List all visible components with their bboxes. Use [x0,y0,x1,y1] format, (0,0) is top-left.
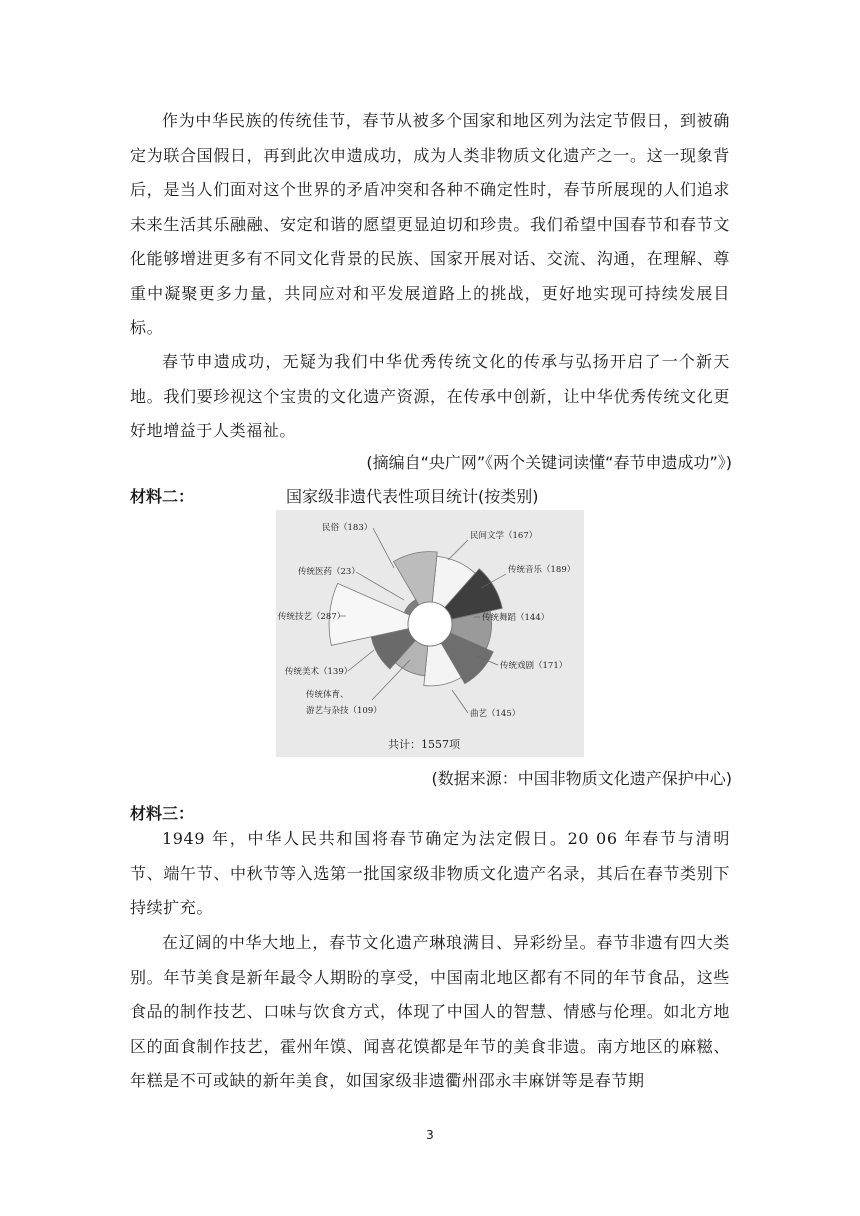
category-label: 传统舞蹈（144） [482,613,550,623]
category-label: 民间文学（167） [470,531,538,541]
rose-chart-figure [276,510,584,757]
material1-paragraph-2: 春节申遗成功，无疑为我们中华优秀传统文化的传承与弘扬开启了一个新天地。我们要珍视这个宝贵的文化遗产资源，在传承中创新，让中华优秀传统文化更好地增益于人类福祉。 [130,352,730,440]
rose-chart [276,510,584,757]
category-label: 曲艺（145） [470,709,521,719]
category-label: 传统医药（23） [298,567,360,577]
category-label: 传统体育、 [306,690,349,700]
chart-title: 国家级非遗代表性项目统计(按类别) [286,487,539,506]
leader-line [373,528,394,568]
category-label: 传统音乐（189） [508,565,576,575]
chart-total-label: 共计：1557项 [388,738,460,751]
material1-source: (摘编自“央广网”《两个关键词读懂“春节申遗成功”》) [366,453,732,472]
category-label: 传统技艺（287） [278,612,346,622]
material1-paragraph-1: 作为中华民族的传统佳节，春节从被多个国家和地区列为法定节假日，到被确定为联合国假日，再到此次申遗成功，成为人类非物质文化遗产之一。这一现象背后，是当人们面对这个世界的矛盾冲突和各种不确定性时，春节所展现的人们追求未来生活其乐融融、安定和谐的愿望更显迫切和珍贵。我们希望中国春节和春节文化能够增进更多有不同文化背景的民族、国家开展对话、交流、沟通，在理解、尊重中凝聚更多力量，共同应对和平发展道路上的挑战，更好地实现可持续发展目标。 [130,111,730,337]
leader-line [452,690,468,713]
material2-source: (数据来源：中国非物质文化遗产保护中心) [431,769,732,788]
material3-heading: 材料三： [130,804,195,823]
category-label: 传统戏剧（171） [500,661,568,671]
rose-sector [394,552,438,605]
material3-paragraph-1: 1949 年，中华人民共和国将春节确定为法定假日。20 06 年春节与清明节、端午节、中秋节等入选第一批国家级非物质文化遗产名录，其后在春节类别下持续扩充。 [130,829,730,917]
category-label: 游艺与杂技（109） [306,706,382,716]
rose-center-hole [408,602,452,646]
material3-paragraph-2: 在辽阔的中华大地上，春节文化遗产琳琅满目、异彩纷呈。春节非遗有四大类别。年节美食是新年最令人期盼的享受，中国南北地区都有不同的年节食品，这些食品的制作技艺、口味与饮食方式，体现了中国人的智慧、情感与伦理。如北方地区的面食制作技艺，霍州年馍、闻喜花馍都是年节的美食非遗。南方地区的麻糍、年糕是不可或缺的新年美食，如国家级非遗衢州邵永丰麻饼等是春节期 [130,933,730,1090]
category-label: 民俗（183） [322,523,373,533]
page-number: 3 [426,1128,434,1142]
material2-heading: 材料二： [130,487,195,506]
category-label: 传统美术（139） [285,667,353,677]
leader-line [448,540,468,560]
